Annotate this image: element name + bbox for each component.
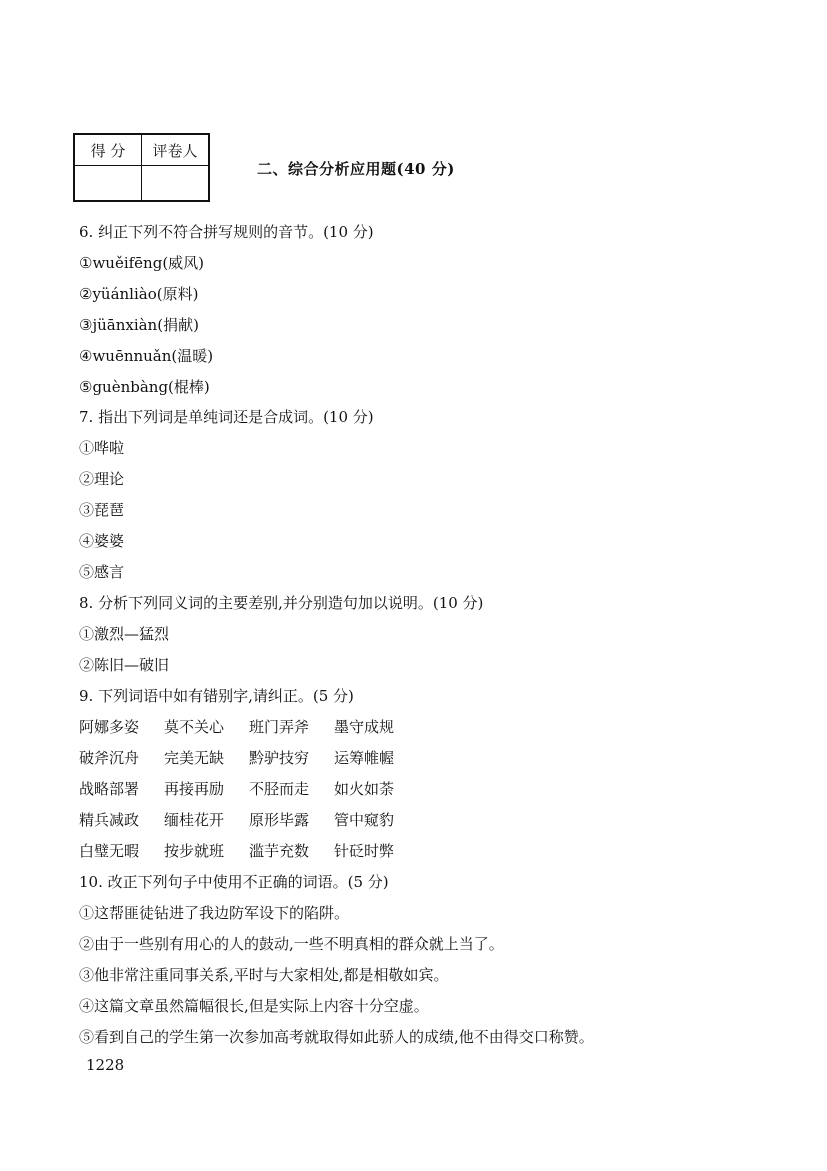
- q9-word: 精兵减政: [79, 811, 140, 829]
- q9-word: 破斧沉舟: [79, 749, 140, 767]
- question-9-prompt: 9. 下列词语中如有错别字,请纠正。(5 分): [79, 687, 354, 705]
- question-7-prompt: 7. 指出下列词是单纯词还是合成词。(10 分): [79, 408, 374, 426]
- q9-row-4: [79, 809, 419, 830]
- q6-item-5: ⑤guènbàng(棍棒): [79, 378, 210, 396]
- q6-item-4: ④wuēnnuǎn(温暖): [79, 347, 214, 365]
- q6-item-2: ②yüánliào(原料): [79, 285, 199, 303]
- q9-word: 针砭时弊: [334, 842, 395, 860]
- q9-word: 缅桂花开: [164, 811, 225, 829]
- question-10-prompt: 10. 改正下列句子中使用不正确的词语。(5 分): [79, 873, 389, 891]
- q9-word: 再接再励: [164, 780, 225, 798]
- section-title: 二、综合分析应用题(40 分): [257, 160, 455, 178]
- q9-word: 白璧无暇: [79, 842, 140, 860]
- q9-word: 运筹帷幄: [334, 749, 395, 767]
- score-cell: [74, 166, 142, 202]
- q9-word: 管中窥豹: [334, 811, 395, 829]
- q8-item-2: ②陈旧—破旧: [79, 656, 170, 674]
- q9-word: 不胫而走: [249, 780, 310, 798]
- q6-item-3: ③jüānxiàn(捐献): [79, 316, 199, 334]
- grader-cell: [142, 166, 210, 202]
- q9-word: 战略部署: [79, 780, 140, 798]
- q10-item-2: ②由于一些别有用心的人的鼓动,一些不明真相的群众就上当了。: [79, 935, 504, 953]
- question-8-prompt: 8. 分析下列同义词的主要差别,并分别造句加以说明。(10 分): [79, 594, 484, 612]
- q7-item-3: ③琵琶: [79, 501, 125, 519]
- q9-word: 原形毕露: [249, 811, 310, 829]
- question-6-prompt: 6. 纠正下列不符合拼写规则的音节。(10 分): [79, 223, 374, 241]
- page-number: 1228: [86, 1056, 125, 1074]
- grader-header: 评卷人: [142, 134, 210, 166]
- q10-item-3: ③他非常注重同事关系,平时与大家相处,都是相敬如宾。: [79, 966, 449, 984]
- q9-word: 黔驴技穷: [249, 749, 310, 767]
- score-table: [73, 133, 210, 202]
- q9-word: 墨守成规: [334, 718, 395, 736]
- q9-row-2: [79, 747, 419, 768]
- q8-item-1: ①激烈—猛烈: [79, 625, 170, 643]
- q6-item-1: ①wuěifēng(威风): [79, 254, 205, 272]
- q9-word: 按步就班: [164, 842, 225, 860]
- q10-item-5: ⑤看到自己的学生第一次参加高考就取得如此骄人的成绩,他不由得交口称赞。: [79, 1028, 594, 1046]
- q9-word: 滥芋充数: [249, 842, 310, 860]
- score-header: 得 分: [74, 134, 142, 166]
- q9-word: 班门弄斧: [249, 718, 310, 736]
- q9-word: 如火如荼: [334, 780, 395, 798]
- q7-item-4: ④婆婆: [79, 532, 125, 550]
- q9-row-5: [79, 840, 419, 861]
- q7-item-5: ⑤感言: [79, 563, 125, 581]
- q10-item-4: ④这篇文章虽然篇幅很长,但是实际上内容十分空虚。: [79, 997, 429, 1015]
- q9-row-1: [79, 716, 419, 737]
- q9-word: 完美无缺: [164, 749, 225, 767]
- q9-row-3: [79, 778, 419, 799]
- q10-item-1: ①这帮匪徒钻进了我边防军设下的陷阱。: [79, 904, 350, 922]
- q9-word: 阿娜多姿: [79, 718, 140, 736]
- q7-item-1: ①哗啦: [79, 439, 125, 457]
- q9-word: 莫不关心: [164, 718, 225, 736]
- q7-item-2: ②理论: [79, 470, 125, 488]
